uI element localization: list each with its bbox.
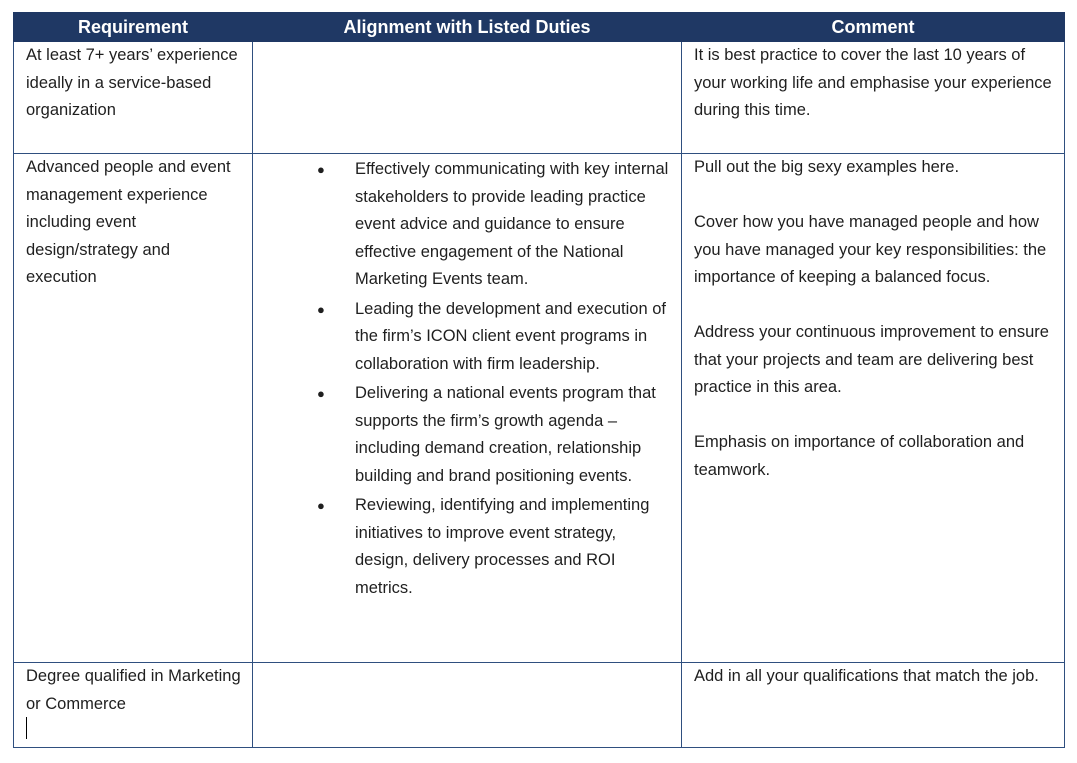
table-row — [14, 154, 1065, 663]
requirement-text: At least 7+ years’ experience ideally in a service-based organization — [26, 46, 238, 119]
alignment-cell[interactable] — [253, 663, 682, 748]
bullet-icon: ● — [317, 301, 325, 317]
requirement-cell[interactable] — [14, 42, 253, 154]
comment-text: It is best practice to cover the last 10 years of your working life and emphasise your experience during this time. — [694, 46, 1052, 119]
list-item — [317, 156, 671, 294]
comment-text: Emphasis on importance of collaboration and teamwork. — [694, 433, 1025, 479]
alignment-cell[interactable] — [253, 42, 682, 154]
requirement-text: Advanced people and event management experience including event design/strategy and execution — [26, 158, 231, 286]
duty-text: Delivering a national events program that supports the firm’s growth agenda – including demand creation, relationship building and brand positioning events. — [355, 384, 656, 485]
text-cursor — [26, 717, 27, 739]
comment-cell[interactable] — [682, 663, 1065, 748]
requirement-text: Degree qualified in Marketing or Commerce — [26, 667, 241, 713]
requirement-cell[interactable] — [14, 663, 253, 748]
requirements-table — [13, 12, 1065, 748]
header-comment: Comment — [682, 13, 1065, 42]
duty-text: Effectively communicating with key internal stakeholders to provide leading practice event advice and guidance to ensure effective engagement of the National Marketing Events team. — [355, 160, 669, 288]
list-item — [317, 296, 671, 379]
comment-text: Pull out the big sexy examples here. — [694, 158, 960, 176]
duty-text: Leading the development and execution of the firm’s ICON client event programs in collaboration with firm leadership. — [355, 299, 666, 373]
duty-text: Reviewing, identifying and implementing initiatives to improve event strategy, design, delivery processes and ROI metrics. — [355, 496, 650, 597]
comment-text: Cover how you have managed people and how you have managed your key responsibilities: the importance of keeping a balanced focus. — [694, 213, 1047, 286]
bullet-icon: ● — [317, 162, 325, 177]
comment-text: Address your continuous improvement to ensure that your projects and team are delivering best practice in this area. — [694, 323, 1049, 396]
bullet-icon: ● — [317, 498, 325, 513]
table-row — [14, 663, 1065, 748]
header-requirement: Requirement — [14, 13, 253, 42]
header-row — [14, 13, 1065, 42]
bullet-icon: ● — [317, 386, 325, 401]
table-row — [14, 42, 1065, 154]
duty-list — [265, 156, 671, 602]
header-alignment: Alignment with Listed Duties — [253, 13, 682, 42]
list-item — [317, 492, 671, 602]
comment-cell[interactable] — [682, 154, 1065, 663]
requirement-cell[interactable] — [14, 154, 253, 663]
alignment-cell[interactable] — [253, 154, 682, 663]
comment-cell[interactable] — [682, 42, 1065, 154]
list-item — [317, 380, 671, 490]
comment-text: Add in all your qualifications that match the job. — [694, 667, 1039, 685]
